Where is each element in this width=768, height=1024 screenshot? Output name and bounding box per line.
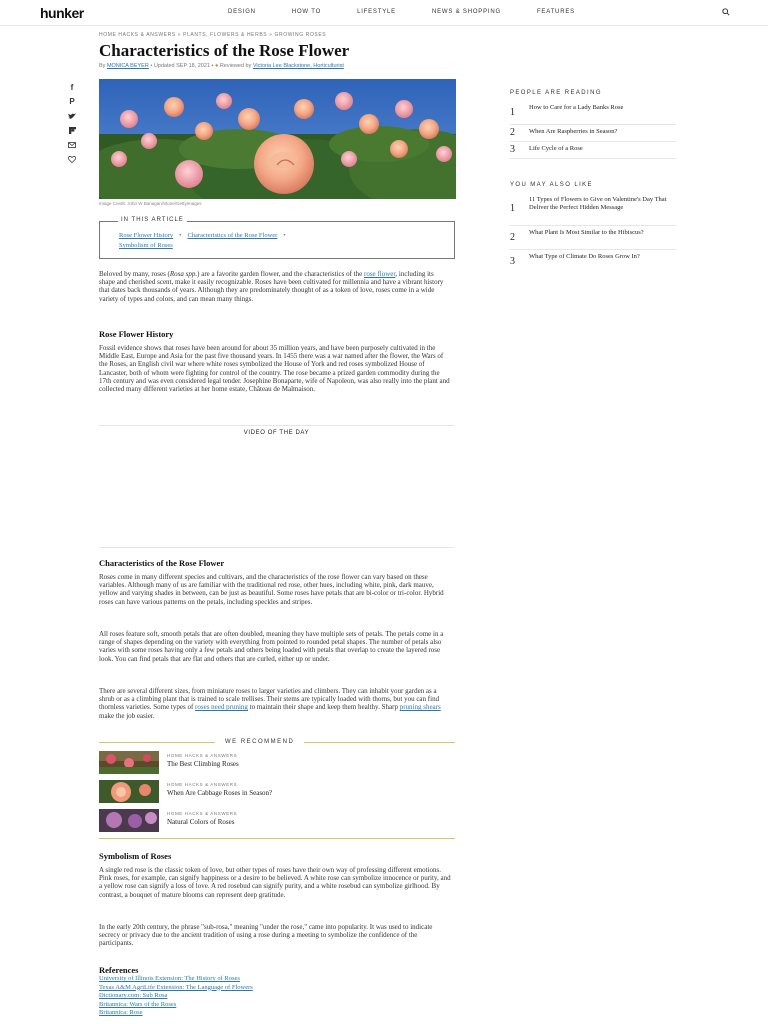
pruning-shears-link[interactable]: pruning shears [399, 703, 441, 712]
twitter-icon[interactable] [67, 109, 77, 124]
recommend-title: WE RECOMMEND [215, 739, 304, 745]
also-like-item[interactable] [510, 225, 676, 250]
toc-link-history[interactable]: Rose Flower History [119, 232, 174, 239]
also-like-item[interactable] [510, 193, 676, 226]
recommend-category: HOME HACKS & ANSWERS [167, 811, 238, 816]
references-heading: References [99, 965, 139, 975]
item-number: 1 [510, 203, 515, 214]
page-title: Characteristics of the Rose Flower [99, 41, 350, 60]
people-reading-item[interactable] [510, 141, 676, 159]
history-paragraph: Fossil evidence shows that roses have been around for about 35 million years, and have been purposely cultivated in the Middle East, Europe and Asia for the past five thousand years. In 1455 there was a war named after the flower, the Wars of the Roses, an English civil war where white roses symbolized the House of York and red roses symbolized House of Lancaster, both of whom were fighting for control of the country. The rose became a prized garden commodity during the 17th century and was even considered legal tender. Josephine Bonaparte, wife of Napoleon, was also really into the plant and collected many different varieties at her home estate, Château de Malmaison. [99, 344, 450, 394]
reference-link[interactable]: Texas A&M AgriLife Extension: The Language of Flowers [99, 983, 253, 991]
nav-design[interactable]: DESIGN [228, 9, 256, 15]
roses-need-pruning-link[interactable]: roses need pruning [195, 703, 248, 712]
recommend-thumbnail [99, 751, 159, 774]
search-icon[interactable] [722, 8, 730, 16]
author-link[interactable]: MONICA BEYER [106, 63, 149, 69]
site-logo[interactable]: hunker [40, 5, 84, 21]
nav-news-shopping[interactable]: NEWS & SHOPPING [431, 9, 501, 15]
top-nav-bar [0, 0, 768, 26]
paragraph-text: There are several different sizes, from miniature roses to larger varieties and climbers. They can inhabit your garden as a shrub or as a climbing plant that is trained to scale trellises. Their stems are typically loaded with thorns, but you can find thornless varieties. Some types of [99, 687, 440, 712]
reference-link[interactable]: University of Illinois Extension: The History of Roses [99, 975, 240, 982]
characteristics-paragraph-2: All roses feature soft, smooth petals that are often doubled, meaning they have multiple sets of petals. The petals come in a range of shapes depending on the variety with everything from pointed to rounded petal shapes. The number of petals also varies with some roses having only a few petals and others being loaded with petals that overlap to create the layered rose look. You can find petals that are flat and others that are curled, either up or under. [99, 630, 444, 663]
byline-by: By [99, 63, 106, 69]
reference-link[interactable]: Britannica: Wars of the Roses [99, 1000, 177, 1008]
people-reading-item[interactable] [510, 101, 676, 125]
heart-icon[interactable] [67, 153, 77, 168]
reviewed-label: Reviewed by [219, 63, 252, 69]
symbolism-paragraph-1: A single red rose is the classic token of love, but other types of roses have their own way of professing different emotions. Pink roses, for example, can signify happiness or a desire to be believed. A white rose can symbolize innocence or purity, and a yellow rose can signify a loss of love. A red rosebud can signify purity, and a white rosebud can symbolize girlhood. By contrast, a bouquet of mature blooms can represent deep gratitude. [99, 866, 451, 899]
characteristics-heading: Characteristics of the Rose Flower [99, 558, 225, 568]
paragraph-text: make the job easier. [99, 711, 155, 720]
reviewed-badge-icon: ● [214, 63, 219, 69]
characteristics-paragraph-1: Roses come in many different species and cultivars, and the characteristics of the rose flower can vary based on these variables. Although many of us are familiar with the traditional red rose, other hues, including white, pink, dark mauve, yellow and varying shades in between, can be just as beautiful. Some roses have petals that are bi-color or tri-color. Hybrid roses can have various patterns on the petals, including speckles and stripes. [99, 573, 444, 606]
reviewer-link[interactable]: Victoria Lee Blackstone, Horticulturist [252, 63, 344, 69]
main-nav [228, 9, 611, 15]
recommend-item[interactable] [99, 809, 399, 832]
symbolism-paragraph-2: In the early 20th century, the phrase "sub-rosa," meaning "under the rose," came into popularity. It was used to indicate secrecy or privacy due to the ancient tradition of using a rose during a meeting to symbolize the confidence of the participants. [99, 923, 433, 948]
nav-lifestyle[interactable]: LIFESTYLE [357, 9, 396, 15]
item-link[interactable]: Life Cycle of a Rose [529, 145, 583, 152]
symbolism-heading: Symbolism of Roses [99, 851, 172, 861]
people-reading-title: PEOPLE ARE READING [510, 90, 602, 96]
recommend-item[interactable] [99, 751, 399, 774]
item-number: 3 [510, 144, 515, 155]
recommend-headline[interactable]: When Are Cabbage Roses in Season? [167, 789, 273, 797]
recommend-thumbnail [99, 809, 159, 832]
divider [99, 547, 454, 548]
recommend-divider [99, 838, 455, 839]
video-of-the-day-label: VIDEO OF THE DAY [243, 430, 310, 436]
characteristics-paragraph-3 [99, 687, 451, 720]
recommend-item[interactable] [99, 780, 399, 803]
divider [99, 425, 454, 426]
nav-features[interactable]: FEATURES [536, 9, 575, 15]
item-link[interactable]: What Plant Is Most Similar to the Hibiscus? [529, 229, 644, 236]
references-list [99, 975, 253, 1018]
nav-how-to[interactable]: HOW TO [291, 9, 322, 15]
intro-paragraph [99, 270, 451, 303]
toc-link-symbolism[interactable]: Symbolism of Roses [119, 242, 173, 249]
email-icon[interactable] [67, 138, 77, 153]
intro-text: , including its shape and cherished scent, make it easily recognizable. Roses have been cultivated for millennia and have a vibrant history that dates back thousands of years. Although they are predominately thought of as a token of love, roses come in a wide variety of types and colors, and can mean many things. [99, 270, 444, 303]
paragraph-text: to maintain their shape and keep them healthy. Sharp [247, 703, 400, 712]
item-link[interactable]: When Are Raspberries in Season? [529, 128, 618, 135]
breadcrumb[interactable]: HOME HACKS & ANSWERS » PLANTS, FLOWERS & HERBS » GROWING ROSES [99, 32, 327, 38]
recommend-thumbnail [99, 780, 159, 803]
species-name: Rosa spp. [169, 270, 198, 278]
pinterest-icon[interactable]: P [69, 97, 75, 107]
toc-title: IN THIS ARTICLE [118, 217, 187, 223]
reference-link[interactable]: Dictionary.com: Sub Rosa [99, 992, 168, 999]
history-heading: Rose Flower History [99, 329, 174, 339]
hero-rose-image [99, 79, 456, 199]
item-link[interactable]: How to Care for a Lady Banks Rose [529, 104, 624, 111]
recommend-headline[interactable]: Natural Colors of Roses [167, 818, 235, 826]
byline [99, 63, 344, 69]
item-number: 2 [510, 127, 515, 138]
recommend-headline[interactable]: The Best Climbing Roses [167, 760, 239, 768]
image-credit: Image Credit: John W Banagan/Stone/GettyImages [99, 201, 202, 206]
also-like-item[interactable] [510, 249, 676, 273]
recommend-category: HOME HACKS & ANSWERS [167, 782, 238, 787]
also-like-title: YOU MAY ALSO LIKE [510, 182, 593, 188]
toc-separator: • [283, 232, 286, 239]
share-bar [67, 80, 77, 167]
toc-separator: • [179, 232, 182, 239]
item-number: 3 [510, 256, 515, 267]
reference-link[interactable]: Britannica: Rose [99, 1009, 143, 1016]
people-reading-item[interactable] [510, 124, 676, 142]
intro-text: ) are a favorite garden flower, and the characteristics of the [197, 270, 364, 278]
toc-links [119, 231, 439, 251]
facebook-icon[interactable]: f [70, 82, 74, 92]
item-link[interactable]: What Type of Climate Do Roses Grow In? [529, 253, 640, 260]
item-number: 1 [510, 107, 515, 118]
item-link[interactable]: 11 Types of Flowers to Give on Valentine's Day That Deliver the Perfect Hidden Message [529, 196, 667, 212]
updated-date: • Updated SEP 18, 2021 • [150, 63, 214, 69]
recommend-category: HOME HACKS & ANSWERS [167, 753, 238, 758]
item-number: 2 [510, 232, 515, 243]
intro-text: Beloved by many, roses ( [99, 270, 170, 278]
flipboard-icon[interactable] [67, 124, 77, 139]
rose-flower-link[interactable]: rose flower [364, 270, 396, 278]
toc-link-characteristics[interactable]: Characteristics of the Rose Flower [187, 232, 278, 239]
